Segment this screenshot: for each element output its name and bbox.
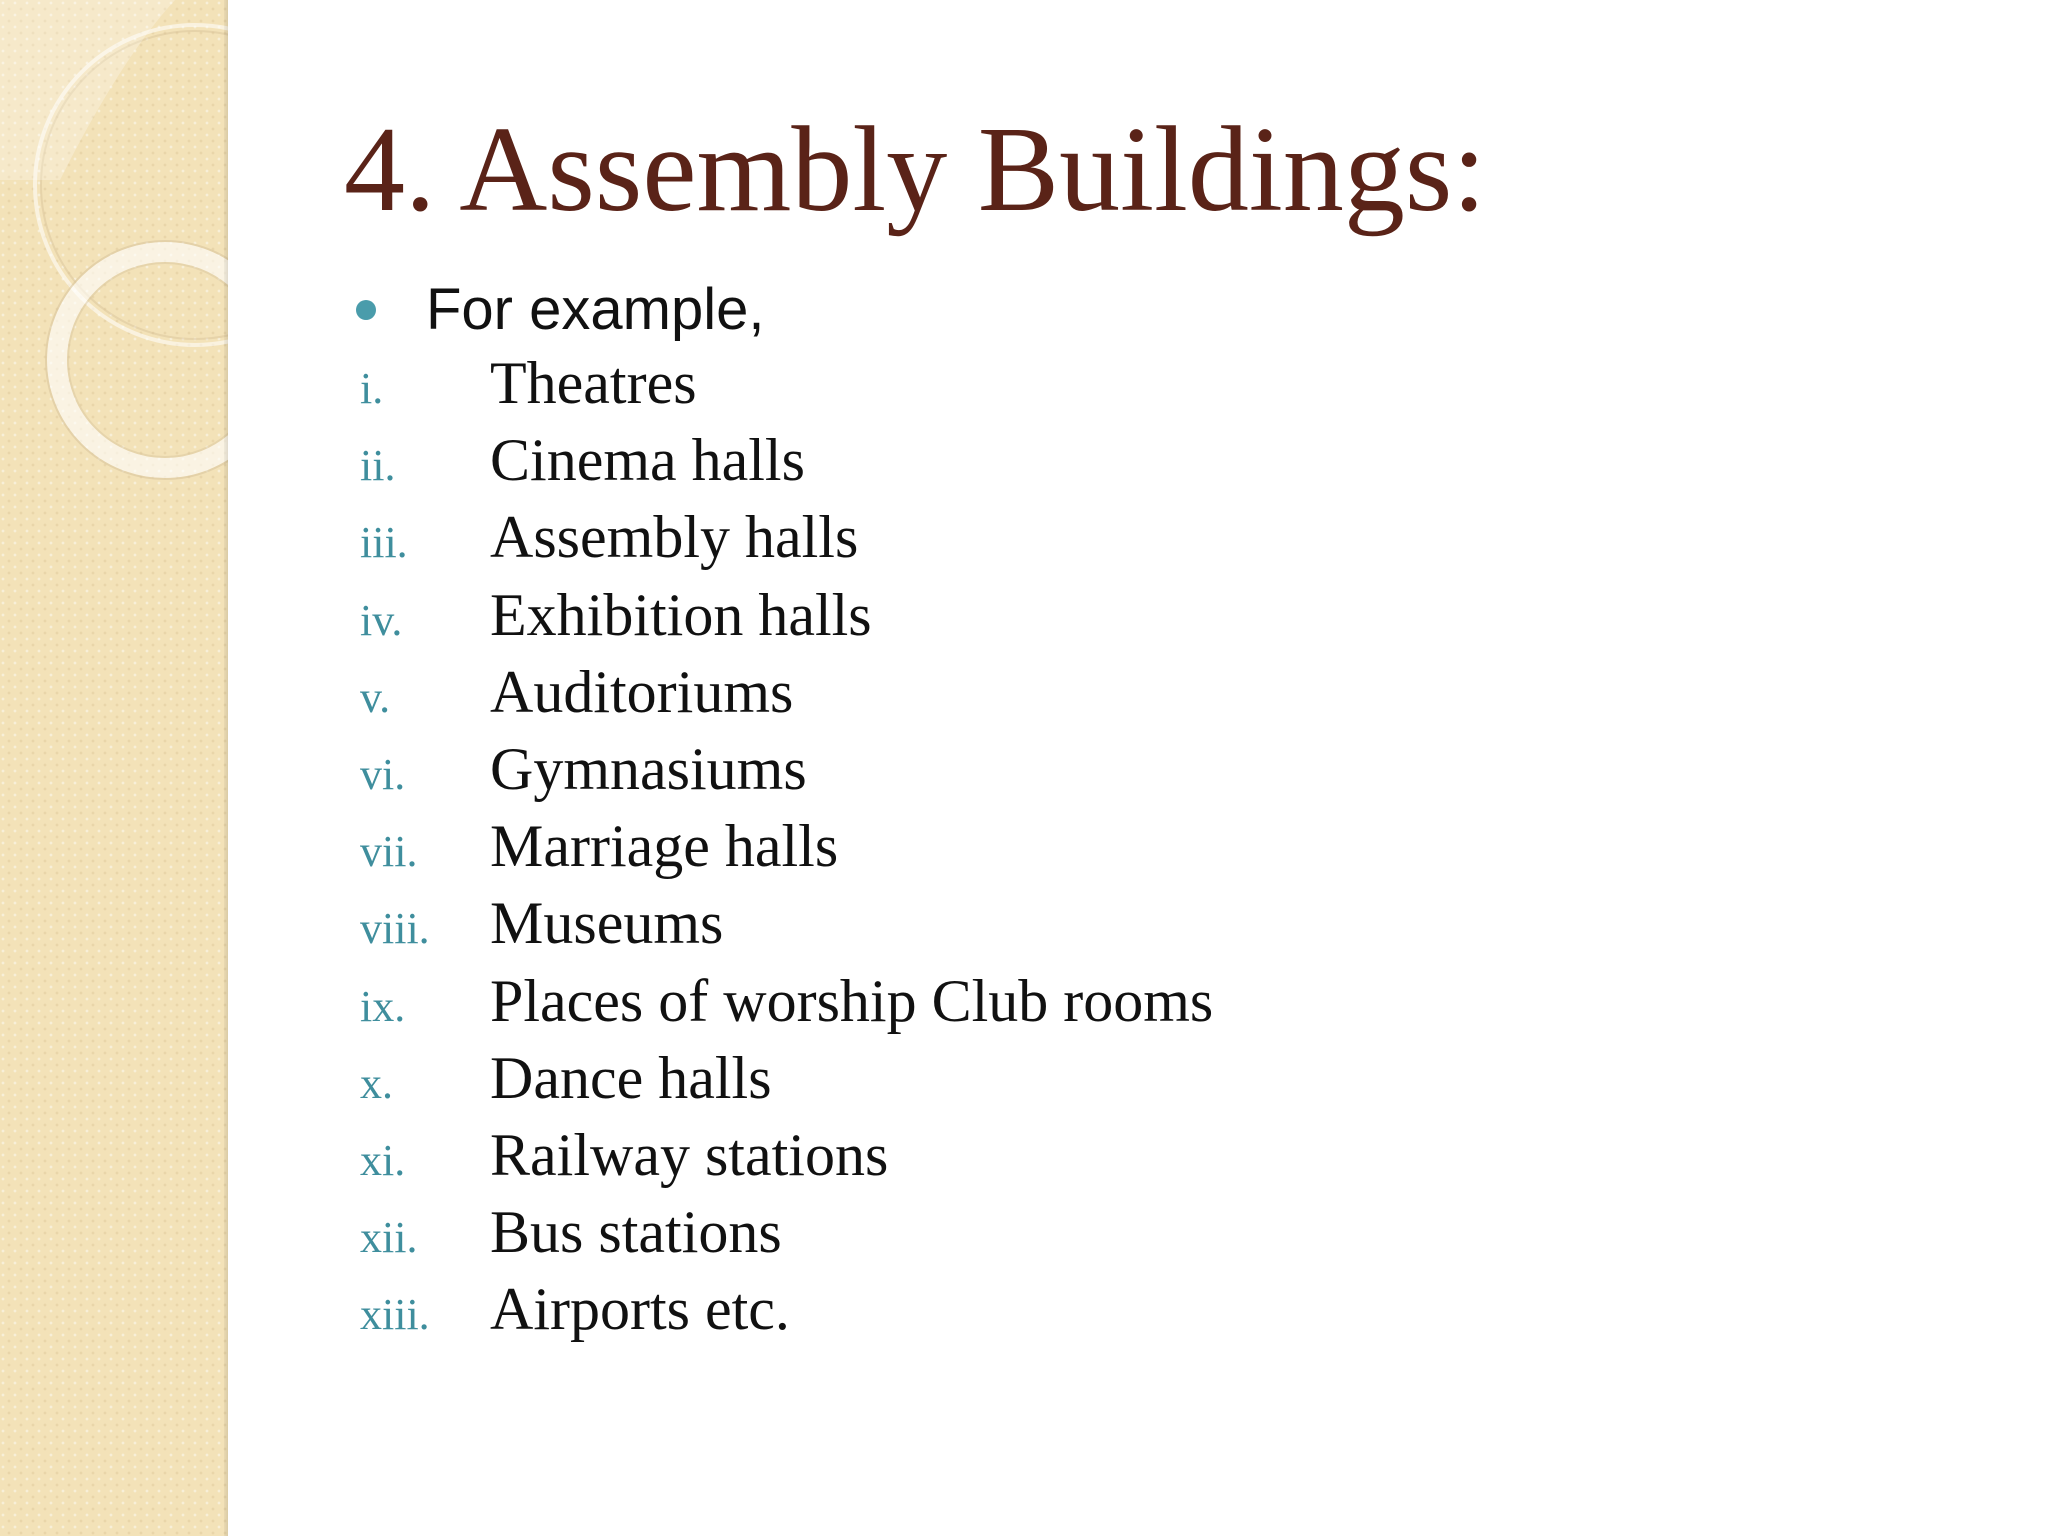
list-item <box>360 1198 1213 1275</box>
list-item <box>360 426 1213 503</box>
list-label: Gymnasiums <box>490 735 807 802</box>
list-label: Dance halls <box>490 1044 772 1111</box>
intro-bullet <box>356 272 764 348</box>
list-numeral: xii. <box>360 1213 418 1263</box>
list-numeral: vii. <box>360 827 418 877</box>
list-label: Places of worship Club rooms <box>490 967 1214 1034</box>
list-label: Auditoriums <box>490 658 794 725</box>
decorative-side-panel <box>0 0 228 1536</box>
list-label: Cinema halls <box>490 427 805 494</box>
list-item <box>360 581 1213 658</box>
list-numeral: x. <box>360 1058 393 1108</box>
list-numeral: xi. <box>360 1135 406 1185</box>
decorative-rings-icon <box>0 0 228 520</box>
list-label: Airports etc. <box>490 1276 790 1343</box>
list-label: Museums <box>490 890 724 957</box>
list-numeral: ix. <box>360 981 406 1031</box>
list-item <box>360 967 1213 1044</box>
list-numeral: iv. <box>360 595 403 645</box>
list-item <box>360 1121 1213 1198</box>
list-item <box>360 349 1213 426</box>
list-item <box>360 1275 1213 1352</box>
intro-text: For example, <box>426 277 765 342</box>
list-numeral: i. <box>360 364 384 413</box>
building-list <box>360 349 1213 1352</box>
list-label: Theatres <box>490 350 697 416</box>
list-item <box>360 658 1213 735</box>
list-numeral: xiii. <box>360 1290 430 1340</box>
list-label: Marriage halls <box>490 813 839 880</box>
list-numeral: ii. <box>360 441 396 491</box>
list-item <box>360 812 1213 889</box>
list-numeral: v. <box>360 672 391 722</box>
list-item <box>360 503 1213 580</box>
list-numeral: viii. <box>360 904 430 954</box>
list-item <box>360 889 1213 966</box>
list-label: Assembly halls <box>490 504 859 571</box>
slide-title: 4. Assembly Buildings: <box>344 102 1487 237</box>
list-numeral: iii. <box>360 518 408 568</box>
list-label: Exhibition halls <box>490 581 872 648</box>
list-item <box>360 735 1213 812</box>
list-item <box>360 1044 1213 1121</box>
bullet-dot-icon <box>356 300 376 320</box>
list-label: Bus stations <box>490 1199 782 1266</box>
list-label: Railway stations <box>490 1121 889 1188</box>
list-numeral: vi. <box>360 749 406 799</box>
